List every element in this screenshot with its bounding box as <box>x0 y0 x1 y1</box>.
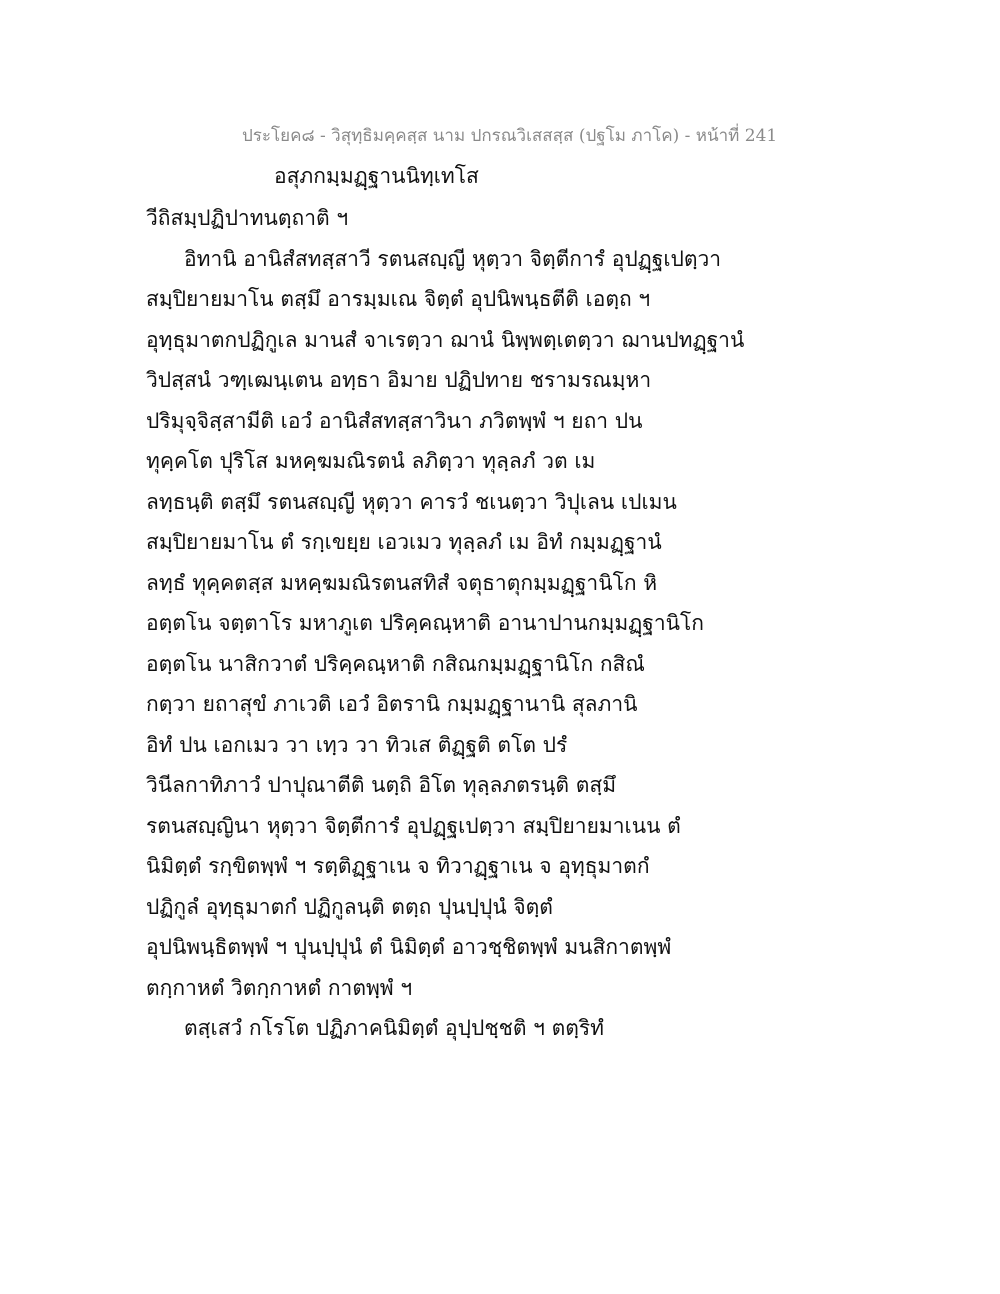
section-title: อสุภกมฺมฏฺฐานนิทฺเทโส <box>274 164 479 188</box>
text-line: ทุคฺคโต ปุริโส มหคฺฆมณิรตนํ ลภิตฺวา ทุลฺลภํ วต เม <box>146 449 596 473</box>
running-header: ประโยค๘ - วิสุทฺธิมคฺคสฺส นาม ปกรณวิเสสสฺส (ปฐโม ภาโค) - หน้าที่ 241 <box>242 126 778 146</box>
text-line: อุทฺธุมาตกปฏิกูเล มานสํ จาเรตฺวา ฌานํ นิพฺพตฺเตตฺวา ฌานปทฏฺฐานํ <box>146 327 745 352</box>
text-line: ลทฺธนฺติ ตสฺมึ รตนสญฺญี หุตฺวา คารวํ ชเนตฺวา วิปุเลน เปเมน <box>146 489 677 514</box>
text-line: วีถิสมฺปฏิปาทนตฺถาติ ฯ <box>146 206 349 230</box>
text-line: ลทฺธํ ทุคฺคตสฺส มหคฺฆมณิรตนสทิสํ จตุธาตุกมฺมฏฺฐานิโก หิ <box>146 570 658 595</box>
body-text <box>146 198 906 1049</box>
text-line: อตฺตโน จตฺตาโร มหาภูเต ปริคฺคณฺหาติ อานาปานกมฺมฏฺฐานิโก <box>146 611 705 635</box>
text-line: วินีลกาทิภาวํ ปาปุณาตีติ นตฺถิ อิโต ทุลฺลภตรนฺติ ตสฺมึ <box>146 773 617 797</box>
text-line: อุปนิพนฺธิตพฺพํ ฯ ปุนปฺปุนํ ตํ นิมิตฺตํ อาวชฺชิตพฺพํ มนสิกาตพฺพํ <box>146 935 672 959</box>
text-line: ปฏิกูลํ อุทฺธุมาตกํ ปฏิกูลนฺติ ตตฺถ ปุนปฺปุนํ จิตฺตํ <box>146 894 553 919</box>
text-line: นิมิตฺตํ รกฺขิตพฺพํ ฯ รตฺติฏฺฐาเน จ ทิวาฏฺฐาเน จ อุทฺธุมาตกํ <box>146 854 650 878</box>
text-line: กตฺวา ยถาสุขํ ภาเวติ เอวํ อิตรานิ กมฺมฏฺฐานานิ สุลภานิ <box>146 692 638 716</box>
text-line: วิปสฺสนํ วฑฺเฒนฺเตน อทฺธา อิมาย ปฏิปทาย ชรามรณมฺหา <box>146 368 652 392</box>
text-line: อิทํ ปน เอกเมว วา เทฺว วา ทิวเส ติฏฺฐติ ตโต ปรํ <box>146 732 568 757</box>
text-line-paragraph-start: อิทานิ อานิสํสทสฺสาวี รตนสญฺญี หุตฺวา จิตฺตีการํ อุปฏฺฐเปตฺวา <box>184 246 722 271</box>
text-line: อตฺตโน นาสิกวาตํ ปริคฺคณฺหาติ กสิณกมฺมฏฺฐานิโก กสิณํ <box>146 651 645 676</box>
text-line: รตนสญฺญินา หุตฺวา จิตฺตีการํ อุปฏฺฐเปตฺวา สมฺปิยายมาเนน ตํ <box>146 813 681 838</box>
text-line-paragraph-start: ตสฺเสวํ กโรโต ปฏิภาคนิมิตฺตํ อุปฺปชฺชติ ฯ ตตฺริทํ <box>184 1016 604 1040</box>
text-line: ตกฺกาหตํ วิตกฺกาหตํ กาตพฺพํ ฯ <box>146 975 413 1000</box>
text-line: สมฺปิยายมาโน ตํ รกฺเขยฺย เอวเมว ทุลฺลภํ เม อิทํ กมฺมฏฺฐานํ <box>146 530 662 554</box>
text-line: ปริมุจฺจิสฺสามีติ เอวํ อานิสํสทสฺสาวินา ภวิตพฺพํ ฯ ยถา ปน <box>146 408 643 433</box>
text-line: สมฺปิยายมาโน ตสฺมึ อารมฺมเณ จิตฺตํ อุปนิพนฺธตีติ เอตฺถ ฯ <box>146 287 651 311</box>
